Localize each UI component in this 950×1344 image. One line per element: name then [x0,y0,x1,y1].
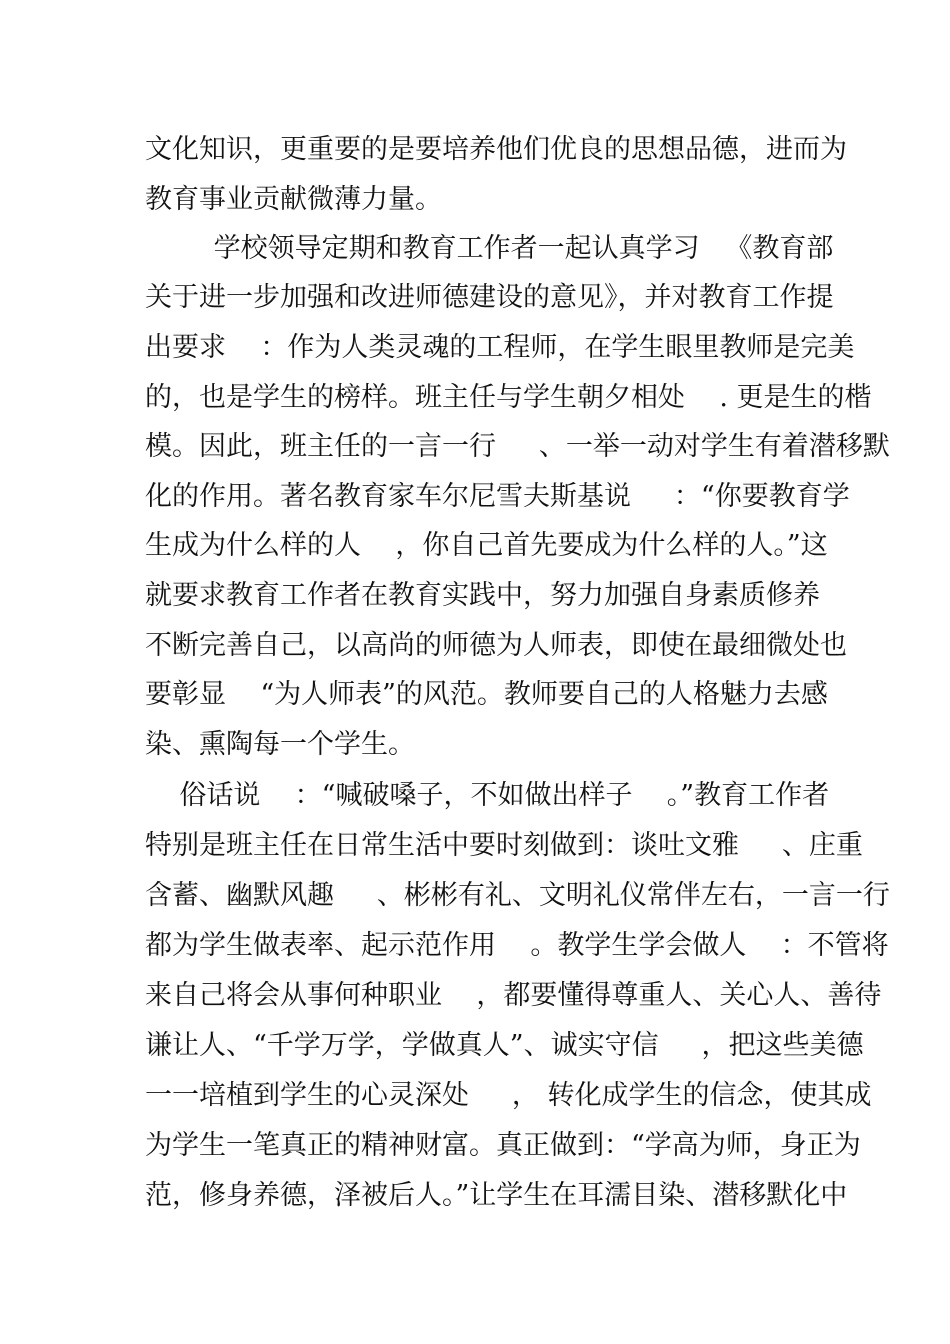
text-line: 要彰显 “为人师表”的风范。教师要自己的人格魅力去感 [145,679,828,710]
text-line: 不断完善自己，以高尚的师德为人师表，即使在最细微处也 [145,630,847,661]
text-line: 关于进一步加强和改进师德建设的意见》，并对教育工作提 [145,282,834,313]
text-line: 俗话说 ：“喊破嗓子，不如做出样子 。”教育工作者 [145,780,830,811]
text-line: 生成为什么样的人 ，你自己首先要成为什么样的人。”这 [145,530,828,561]
text-line: 学校领导定期和教育工作者一起认真学习 《教育部 [145,233,834,264]
text-line: 谦让人、“千学万学，学做真人”、诚实守信 ，把这些美德 [145,1030,864,1061]
text-line: 范，修身养德，泽被后人。”让学生在耳濡目染、潜移默化中 [145,1180,848,1211]
text-line: 来自己将会从事何种职业 ，都要懂得尊重人、关心人、善待 [145,980,882,1011]
text-line: 为学生一笔真正的精神财富。真正做到：“学高为师，身正为 [145,1130,861,1161]
text-line: 模。因此，班主任的一言一行 、一举一动对学生有着潜移默 [145,431,890,462]
text-line: 出要求 ：作为人类灵魂的工程师，在学生眼里教师是完美 [145,332,855,363]
text-line: 的，也是学生的榜样。班主任与学生朝夕相处 . 更是生的楷 [145,382,872,413]
text-line: 特别是班主任在日常生活中要时刻做到：谈吐文雅 、庄重 [145,830,863,861]
text-line: 一一培植到学生的心灵深处 ， 转化成学生的信念，使其成 [145,1080,872,1111]
text-line: 含蓄、幽默风趣 、彬彬有礼、文明礼仪常伴左右，一言一行 [145,880,890,911]
text-line: 教育事业贡献微薄力量。 [145,184,442,215]
text-line: 文化知识，更重要的是要培养他们优良的思想品德，进而为 [145,134,847,165]
text-line: 就要求教育工作者在教育实践中，努力加强自身素质修养 [145,580,820,611]
text-line: 都为学生做表率、起示范作用 。教学生学会做人 ：不管将 [145,930,889,961]
text-line: 化的作用。著名教育家车尔尼雪夫斯基说 ：“你要教育学 [145,481,850,512]
text-line: 染、熏陶每一个学生。 [145,729,415,760]
